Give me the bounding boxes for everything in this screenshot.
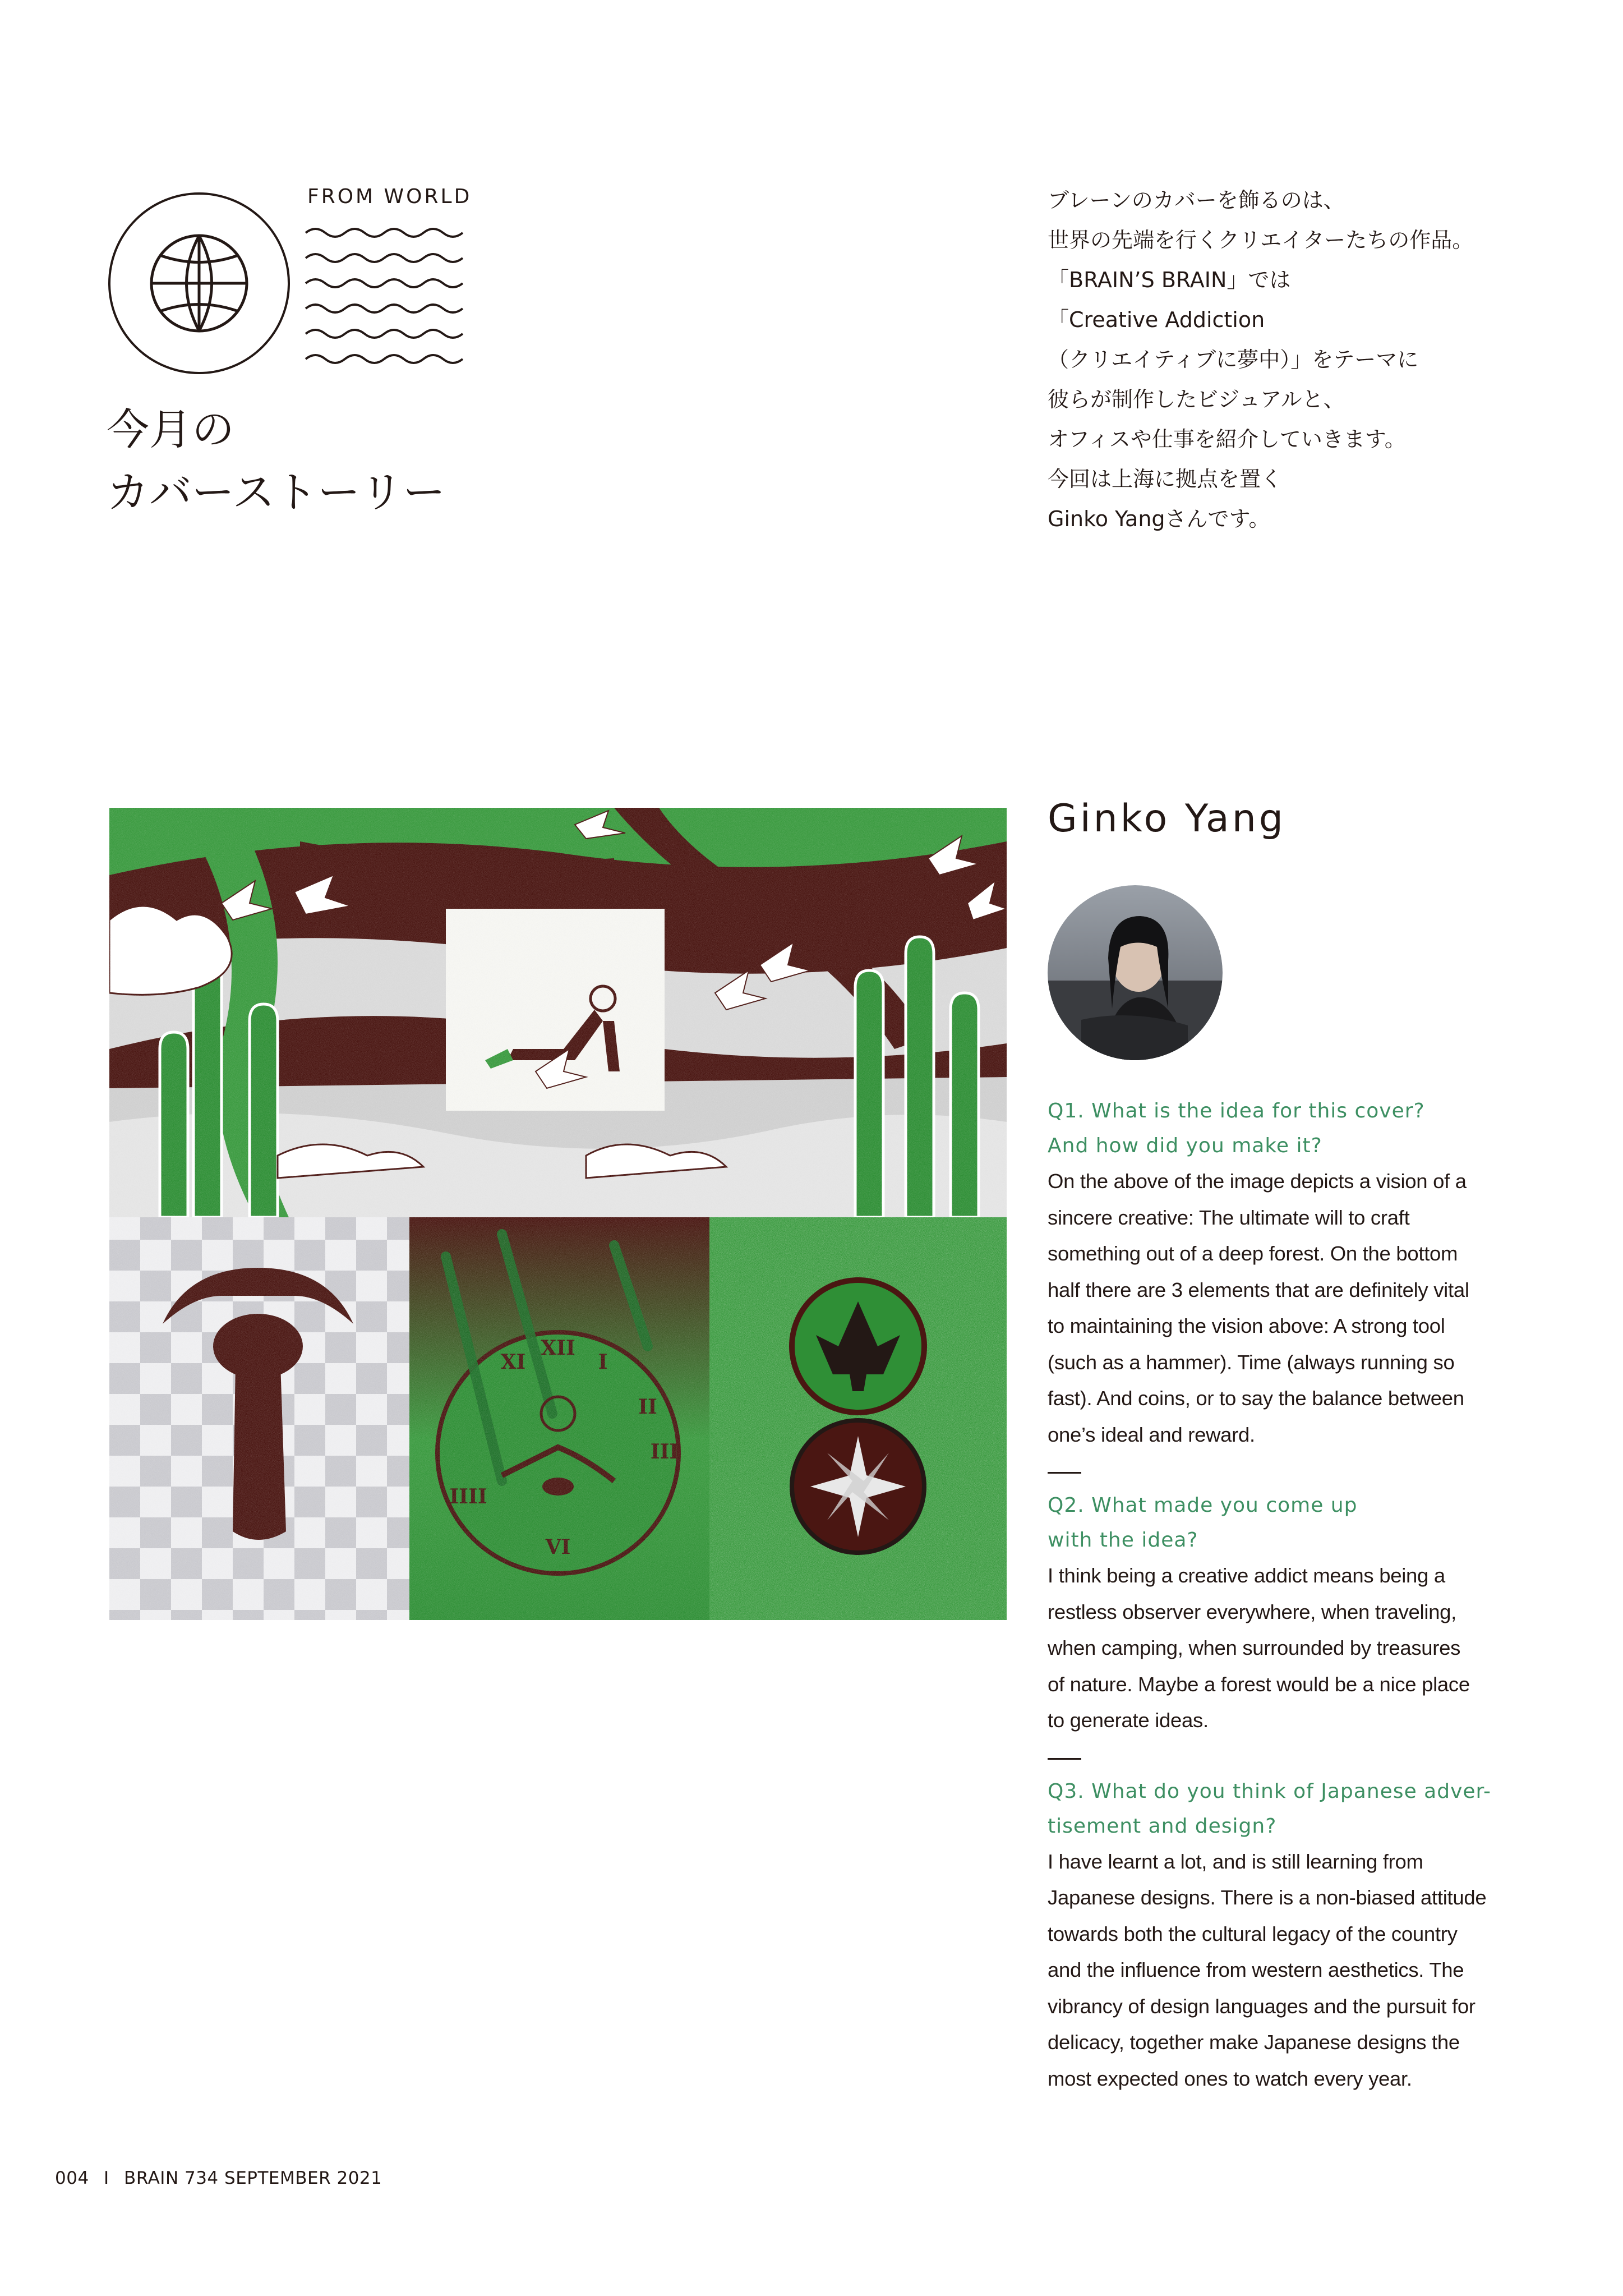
question-3 bbox=[1048, 1774, 1496, 1844]
question-line: Q3. What do you think of Japanese adver- bbox=[1048, 1779, 1492, 1803]
artist-portrait bbox=[1048, 885, 1223, 1060]
answer-line: one’s ideal and reward. bbox=[1048, 1423, 1255, 1446]
question-1 bbox=[1048, 1094, 1496, 1163]
question-line: Q1. What is the idea for this cover? bbox=[1048, 1099, 1425, 1122]
clock-numeral: XII bbox=[541, 1336, 575, 1360]
intro-line: （クリエイティブに夢中）」をテーマに bbox=[1048, 347, 1419, 372]
answer-line: to generate ideas. bbox=[1048, 1709, 1209, 1732]
answer-1 bbox=[1048, 1163, 1496, 1453]
answer-line: On the above of the image depicts a vision of a bbox=[1048, 1170, 1467, 1193]
answer-line: sincere creative: The ultimate will to craft bbox=[1048, 1205, 1410, 1229]
answer-line: Japanese designs. There is a non-biased attitude bbox=[1048, 1886, 1487, 1909]
answer-line: fast). And coins, or to say the balance between bbox=[1048, 1387, 1464, 1410]
answer-line: I think being a creative addict means being a bbox=[1048, 1564, 1445, 1587]
title-line: 今月の bbox=[107, 404, 234, 454]
answer-line: restless observer everywhere, when traveling, bbox=[1048, 1600, 1456, 1623]
intro-line: ブレーンのカバーを飾るのは、 bbox=[1048, 188, 1345, 213]
clock-numeral: I bbox=[598, 1350, 608, 1374]
answer-line: something out of a deep forest. On the bottom bbox=[1048, 1242, 1458, 1265]
clock-numeral: XI bbox=[500, 1350, 526, 1374]
divider bbox=[1048, 1472, 1081, 1474]
page-footer bbox=[55, 2168, 382, 2188]
intro-line: オフィスや仕事を紹介していきます。 bbox=[1048, 427, 1406, 452]
question-line: with the idea? bbox=[1048, 1529, 1198, 1552]
globe-emblem-icon bbox=[107, 191, 292, 376]
clock-numeral: VI bbox=[545, 1535, 571, 1559]
answer-line: half there are 3 elements that are definitely vital bbox=[1048, 1278, 1469, 1301]
answer-line: when camping, when surrounded by treasures bbox=[1048, 1636, 1461, 1659]
title-line: カバーストーリー bbox=[107, 467, 446, 517]
answer-line: I have learnt a lot, and is still learning from bbox=[1048, 1849, 1423, 1873]
question-2 bbox=[1048, 1488, 1496, 1558]
wave-lines-icon bbox=[303, 227, 465, 365]
answer-line: of nature. Maybe a forest would be a nice place bbox=[1048, 1672, 1470, 1696]
answer-line: (such as a hammer). Time (always running so bbox=[1048, 1350, 1455, 1374]
question-line: Q2. What made you come up bbox=[1048, 1494, 1358, 1517]
answer-line: delicacy, together make Japanese designs the bbox=[1048, 2031, 1460, 2054]
answer-2 bbox=[1048, 1558, 1496, 1739]
intro-line: 世界の先端を行くクリエイターたちの作品。 bbox=[1048, 228, 1474, 252]
artist-name: Ginko Yang bbox=[1048, 797, 1286, 841]
intro-text bbox=[1048, 181, 1552, 539]
answer-line: to maintaining the vision above: A strong tool bbox=[1048, 1314, 1445, 1337]
question-line: And how did you make it? bbox=[1048, 1134, 1322, 1157]
section-kicker: FROM WORLD bbox=[307, 185, 472, 208]
intro-line: 彼らが制作したビジュアルと、 bbox=[1048, 387, 1345, 412]
answer-line: most expected ones to watch every year. bbox=[1048, 2067, 1412, 2090]
page-number: 004 bbox=[55, 2168, 89, 2188]
answer-line: vibrancy of design languages and the pursuit for bbox=[1048, 1994, 1476, 2018]
clock-numeral: IIII bbox=[449, 1485, 487, 1508]
clock-numeral: II bbox=[638, 1395, 657, 1419]
issue-info: BRAIN 734 SEPTEMBER 2021 bbox=[124, 2168, 382, 2188]
answer-line: towards both the cultural legacy of the country bbox=[1048, 1922, 1458, 1945]
intro-line: 今回は上海に拠点を置く bbox=[1048, 467, 1283, 491]
intro-line: 「Creative Addiction bbox=[1048, 307, 1265, 332]
page-title bbox=[107, 398, 445, 524]
answer-line: and the influence from western aesthetics. The bbox=[1048, 1958, 1464, 1981]
divider bbox=[1048, 1758, 1081, 1760]
answer-3 bbox=[1048, 1844, 1496, 2097]
cover-artwork bbox=[109, 808, 1007, 1620]
clock-numeral: III bbox=[650, 1440, 679, 1464]
interview-qa bbox=[1048, 1094, 1496, 2097]
footer-separator: I bbox=[104, 2168, 109, 2188]
question-line: tisement and design? bbox=[1048, 1814, 1277, 1838]
intro-line: 「BRAIN’S BRAIN」では bbox=[1048, 268, 1291, 292]
intro-line: Ginko Yangさんです。 bbox=[1048, 507, 1270, 531]
